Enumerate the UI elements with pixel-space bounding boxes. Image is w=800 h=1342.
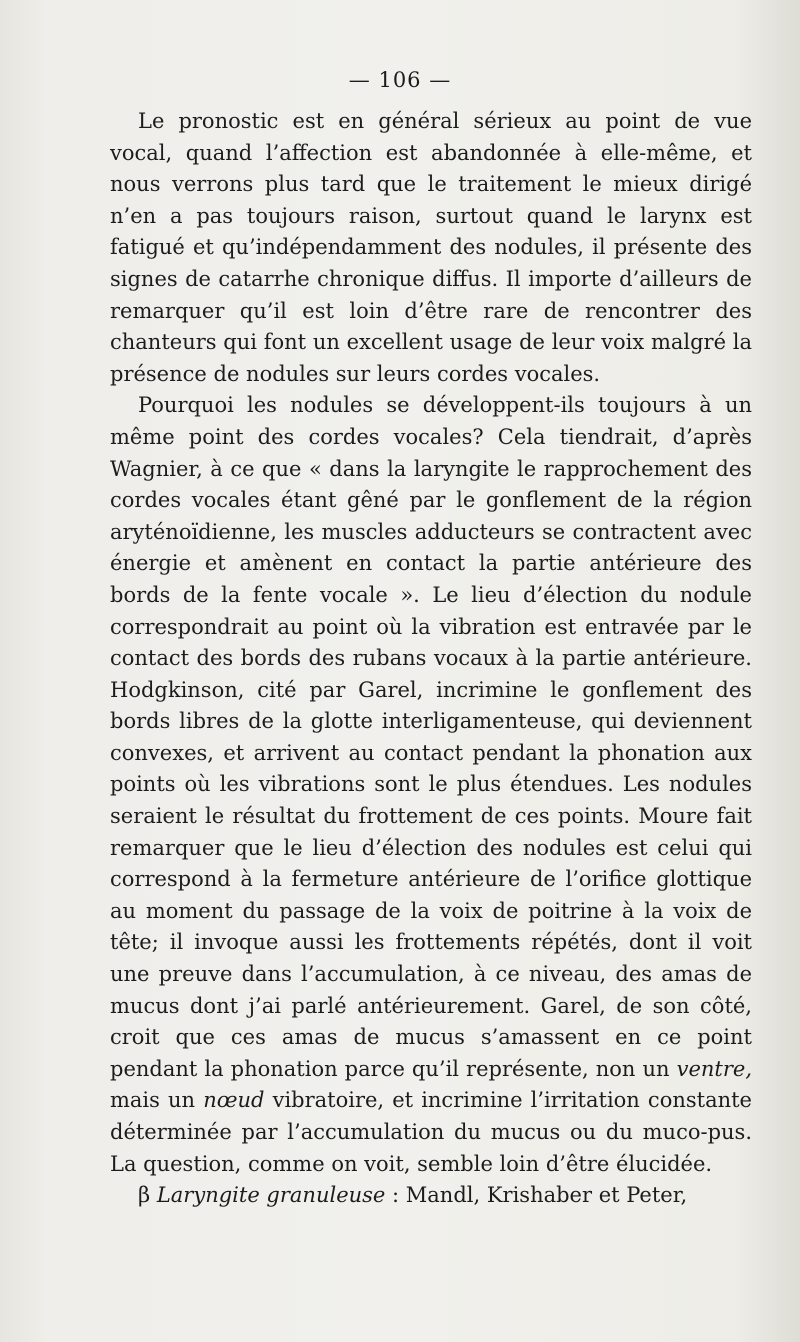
italic-ventre: ventre, [676, 1056, 752, 1081]
section-marker-beta: β [138, 1183, 151, 1208]
paragraph-nodule-causes-part-1: Pourquoi les nodules se développent-ils toujours à un même point des cordes vocales? Cela tiendrait, d’après Wagnier, à ce que « dans la laryngite le rapprochement des cordes vocales étant gêné par le gonflement de la région aryténoïdienne, les muscles adducteurs se contractent avec énergie et amènent en contact la partie antérieure des bords de la fente vocale ». Le lieu d’élection du nodule correspondrait au point où la vibration est entravée par le contact des bords des rubans vocaux à la partie antérieure. Hodgkinson, cité par Garel, incrimine le gonflement des bords libres de la glotte interligamenteuse, qui deviennent convexes, et arrivent au contact pendant la phonation aux points où les vibrations sont le plus étendues. Les nodules seraient le résultat du frottement de ces points. Moure fait remarquer que le lieu d’élection des nodules est celui qui correspond à la fermeture antérieure de l’orifice glottique au moment du passage de la voix de poitrine à la voix de tête; il invoque aussi les frottements répétés, dont il voit une preuve dans l’accumulation, à ce niveau, des amas de mucus dont j’ai parlé antérieurement. Garel, de son côté, croit que ces amas de mucus s’amassent en ce point pendant la phonation parce qu’il représente, non un [110, 393, 752, 1081]
paragraph-granular-laryngitis [110, 1180, 752, 1212]
paragraph-nodule-causes-part-3: vibratoire, et incrimine l’irritation constante déterminée par l’accumulation du mucus ou du muco-pus. La question, comme on voit, semble loin d’être élucidée. [110, 1088, 752, 1176]
italic-noeud: nœud [203, 1088, 265, 1113]
body-text [110, 106, 752, 1212]
paragraph-nodule-causes [110, 390, 752, 1180]
paragraph-nodule-causes-part-2: mais un [110, 1088, 204, 1113]
paragraph-prognosis: Le pronostic est en général sérieux au point de vue vocal, quand l’affection est abandonnée à elle-même, et nous verrons plus tard que le traitement le mieux dirigé n’en a pas toujours raison, surtout quand le larynx est fatigué et qu’indépendamment des nodules, il présente des signes de catarrhe chronique diffus. Il importe d’ailleurs de remarquer qu’il est loin d’être rare de rencontrer des chanteurs qui font un excellent usage de leur voix malgré la présence de nodules sur leurs cordes vocales. [110, 109, 752, 386]
paragraph-granular-laryngitis-text: : Mandl, Krishaber et Peter, [385, 1183, 688, 1208]
page-number: — 106 — [348, 68, 452, 92]
section-heading-laryngite-granuleuse: Laryngite granuleuse [156, 1183, 386, 1208]
